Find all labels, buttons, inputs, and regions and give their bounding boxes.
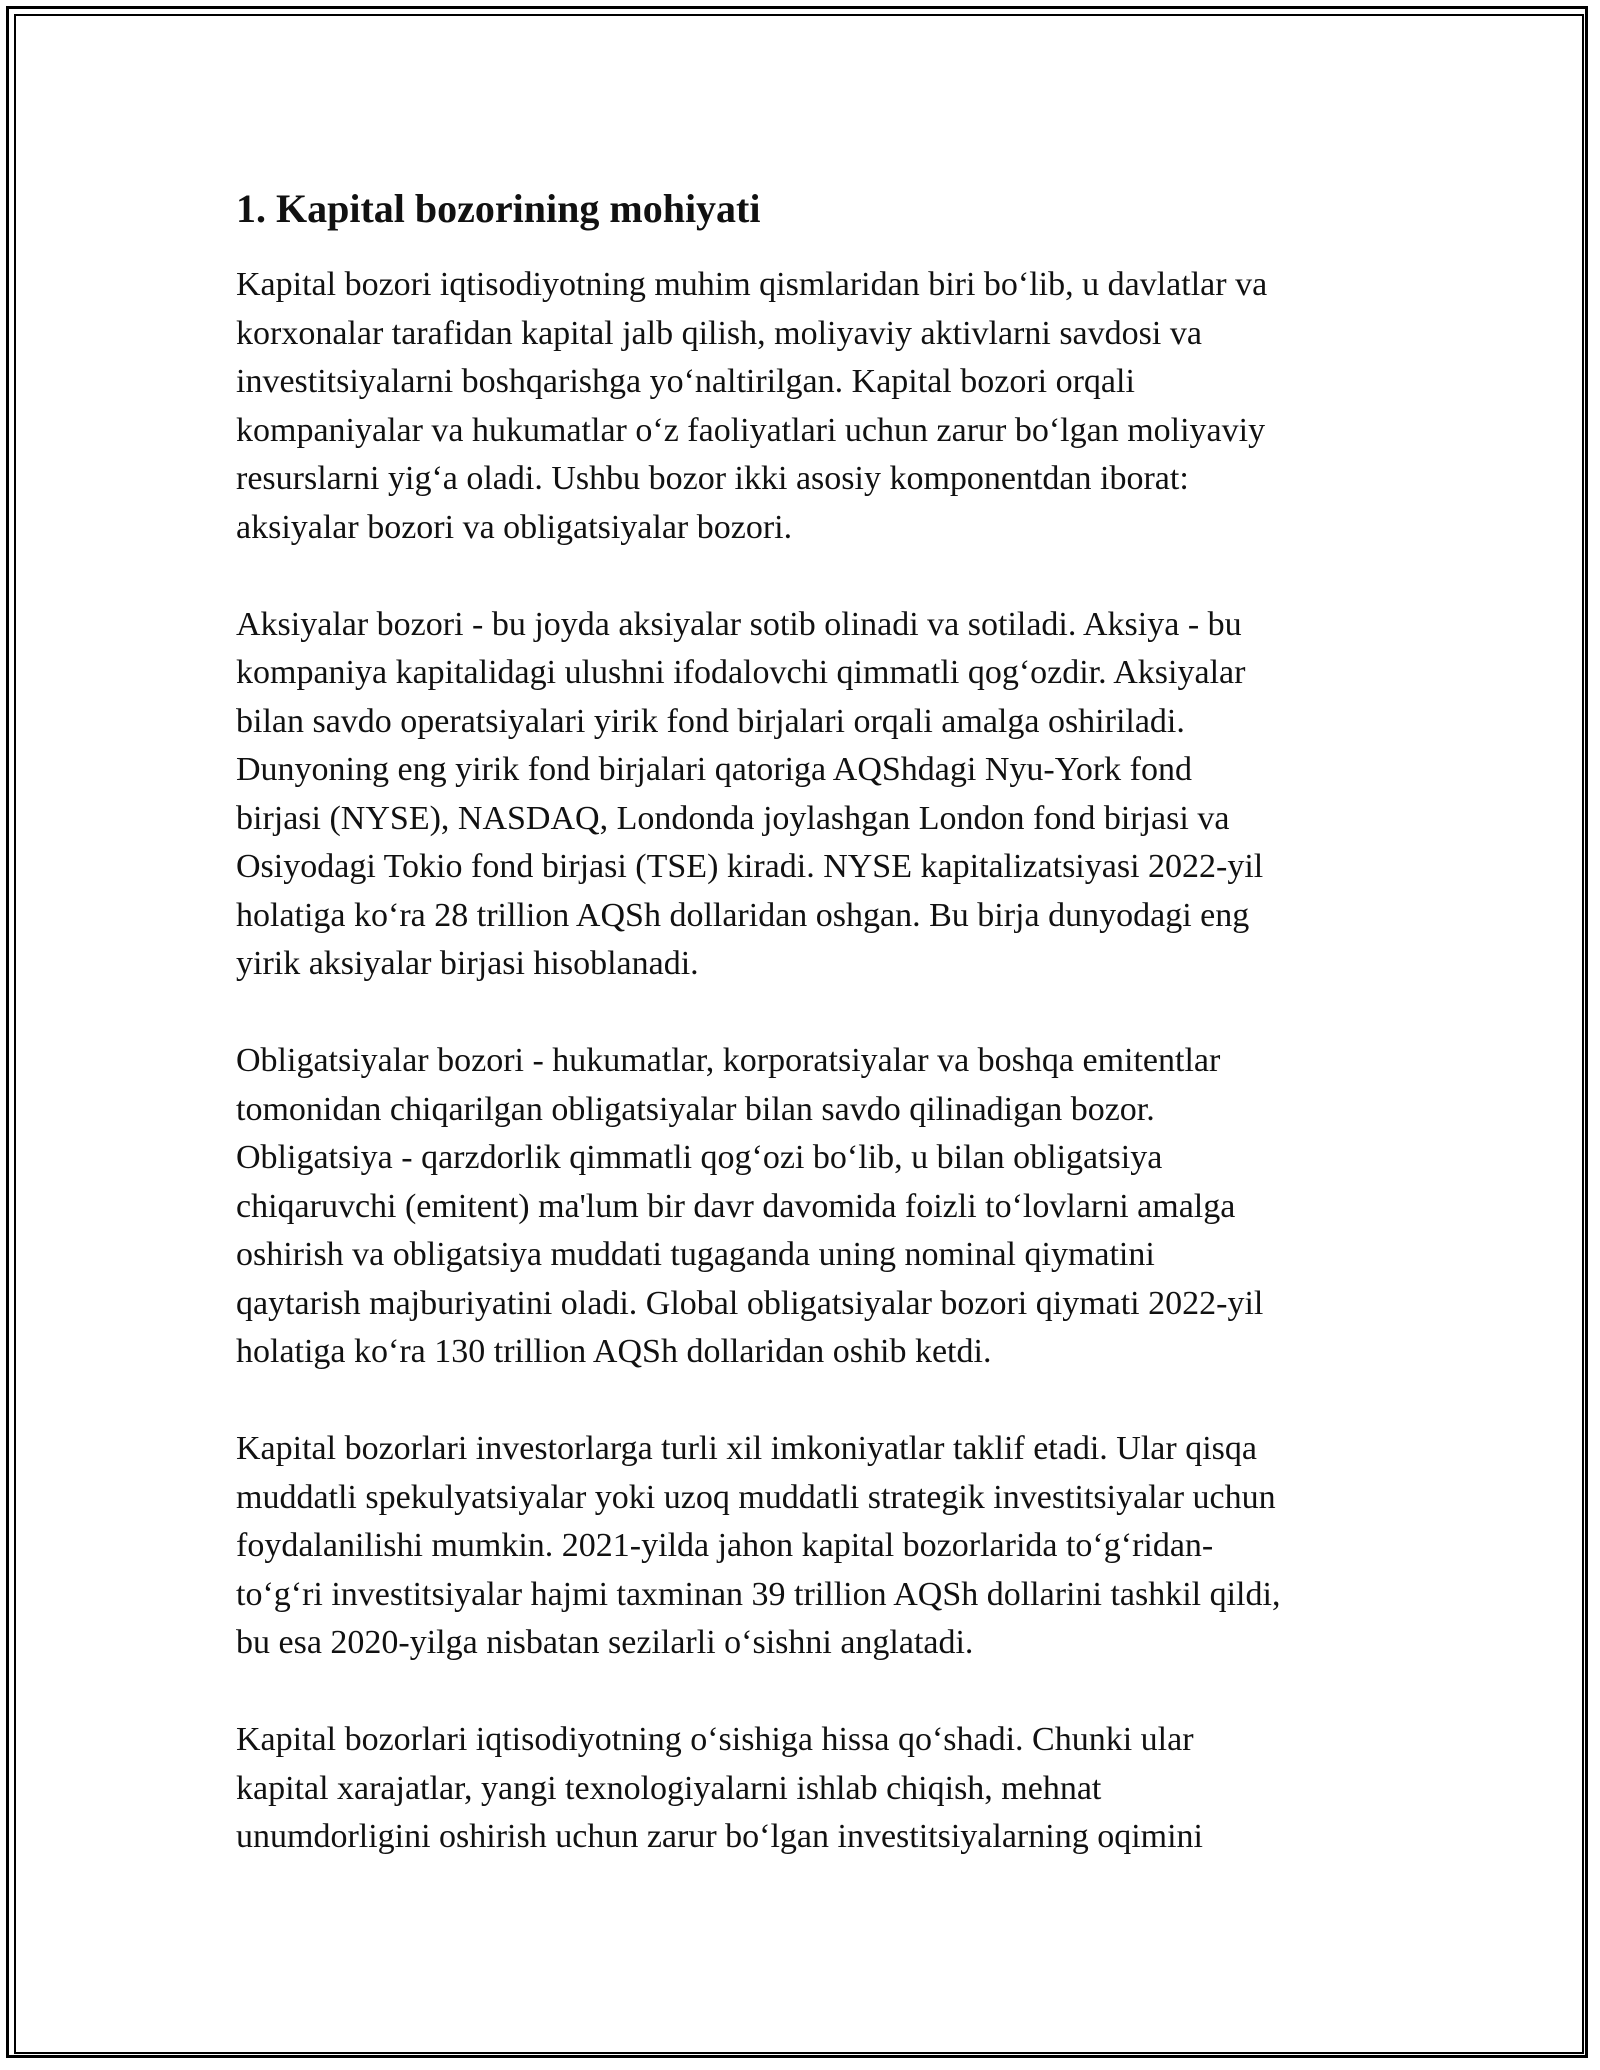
text-line: qaytarish majburiyatini oladi. Global obligatsiyalar bozori qiymati 2022-yil [236, 1284, 1264, 1322]
text-line: investitsiyalarni boshqarishga yo‘naltirilgan. Kapital bozori orqali [236, 363, 1135, 400]
text-line: Dunyoning eng yirik fond birjalari qatoriga AQShdagi Nyu-York fond [236, 751, 1192, 788]
text-line: aksiyalar bozori va obligatsiyalar bozori. [236, 508, 793, 546]
text-line: Obligatsiyalar bozori - hukumatlar, korporatsiyalar va boshqa emitentlar [236, 1042, 1221, 1079]
text-line: oshirish va obligatsiya muddati tugaganda uning nominal qiymatini [236, 1236, 1155, 1273]
text-line: holatiga ko‘ra 28 trillion AQSh dollaridan oshgan. Bu birja dunyodagi eng [236, 896, 1250, 934]
paragraph-stock-market [236, 601, 1386, 989]
text-line: birjasi (NYSE), NASDAQ, Londonda joylashgan London fond birjasi va [236, 799, 1230, 837]
paragraph-intro [236, 261, 1386, 552]
paragraph-bond-market [236, 1037, 1386, 1377]
paragraph-investor-opportunities [236, 1425, 1386, 1668]
text-line: Obligatsiya - qarzdorlik qimmatli qog‘ozi bo‘lib, u bilan obligatsiya [236, 1139, 1163, 1176]
text-line: korxonalar tarafidan kapital jalb qilish, moliyaviy aktivlarni savdosi va [236, 314, 1202, 352]
text-line: resurslarni yig‘a oladi. Ushbu bozor ikki asosiy komponentdan iborat: [236, 460, 1189, 497]
text-line: kompaniyalar va hukumatlar o‘z faoliyatlari uchun zarur bo‘lgan moliyaviy [236, 411, 1266, 449]
text-line: foydalanilishi mumkin. 2021-yilda jahon kapital bozorlarida to‘g‘ridan- [236, 1527, 1214, 1564]
text-line: unumdorligini oshirish uchun zarur bo‘lgan investitsiyalarning oqimini [236, 1818, 1203, 1855]
text-line: bu esa 2020-yilga nisbatan sezilarli o‘sishni anglatadi. [236, 1624, 974, 1661]
text-line: kapital xarajatlar, yangi texnologiyalarni ishlab chiqish, mehnat [236, 1769, 1102, 1807]
text-line: Kapital bozori iqtisodiyotning muhim qismlaridan biri bo‘lib, u davlatlar va [236, 266, 1268, 303]
text-line: Osiyodagi Tokio fond birjasi (TSE) kiradi. NYSE kapitalizatsiyasi 2022-yil [236, 848, 1264, 885]
text-line: Kapital bozorlari investorlarga turli xil imkoniyatlar taklif etadi. Ular qisqa [236, 1430, 1257, 1467]
text-line: tomonidan chiqarilgan obligatsiyalar bilan savdo qilinadigan bozor. [236, 1090, 1155, 1128]
text-line: yirik aksiyalar birjasi hisoblanadi. [236, 945, 699, 982]
document-body [236, 185, 1386, 1910]
text-line: chiqaruvchi (emitent) ma'lum bir davr davomida foizli to‘lovlarni amalga [236, 1187, 1236, 1225]
text-line: Aksiyalar bozori - bu joyda aksiyalar sotib olinadi va sotiladi. Aksiya - bu [236, 605, 1242, 643]
section-title: 1. Kapital bozorining mohiyati [236, 186, 761, 231]
text-line: muddatli spekulyatsiyalar yoki uzoq muddatli strategik investitsiyalar uchun [236, 1478, 1276, 1516]
text-line: Kapital bozorlari iqtisodiyotning o‘sishiga hissa qo‘shadi. Chunki ular [236, 1721, 1194, 1758]
paragraph-economic-growth [236, 1716, 1386, 1862]
text-line: to‘g‘ri investitsiyalar hajmi taxminan 39 trillion AQSh dollarini tashkil qildi, [236, 1575, 1281, 1613]
text-line: bilan savdo operatsiyalari yirik fond birjalari orqali amalga oshiriladi. [236, 702, 1185, 740]
text-line: holatiga ko‘ra 130 trillion AQSh dollaridan oshib ketdi. [236, 1333, 992, 1370]
text-line: kompaniya kapitalidagi ulushni ifodalovchi qimmatli qog‘ozdir. Aksiyalar [236, 654, 1246, 691]
